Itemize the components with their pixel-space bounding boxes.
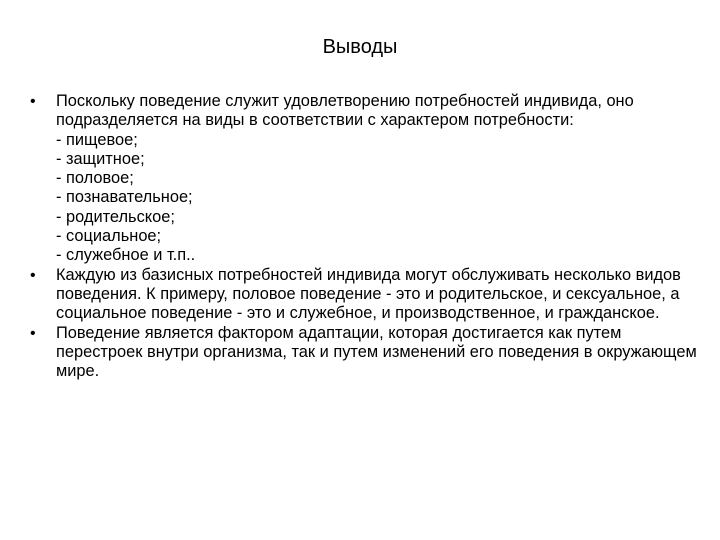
list-item: - родительское; (56, 207, 175, 226)
bullet-item (30, 266, 700, 324)
bullet-text: • Поскольку поведение служит удовлетворению потребностей индивида, оно подразделяется на виды в соответствии с характером потребности: (56, 92, 634, 130)
list-item: - познавательное; (56, 188, 193, 207)
bullet-text: • Каждую из базисных потребностей индивида могут обслуживать несколько видов поведения. К примеру, половое поведение - это и родительское, и сексуальное, а социальное поведение - это и служебное, и производственное, и гражданское. (56, 265, 681, 323)
list-item: - половое; (56, 169, 134, 188)
list-item: - пищевое; (56, 130, 138, 149)
behavior-types-list (56, 131, 700, 266)
bullet-list (30, 92, 700, 381)
bullet-text: • Поведение является фактором адаптации, которая достигается как путем перестроек внутри организма, так и путем изменений его поведения в окружающем мире. (56, 323, 697, 381)
list-item: - защитное; (56, 149, 145, 168)
bullet-item (30, 92, 700, 266)
list-item: - служебное и т.п.. (56, 246, 196, 265)
bullet-item (30, 324, 700, 382)
list-item: - социальное; (56, 227, 162, 246)
slide-title: Выводы (322, 36, 398, 58)
